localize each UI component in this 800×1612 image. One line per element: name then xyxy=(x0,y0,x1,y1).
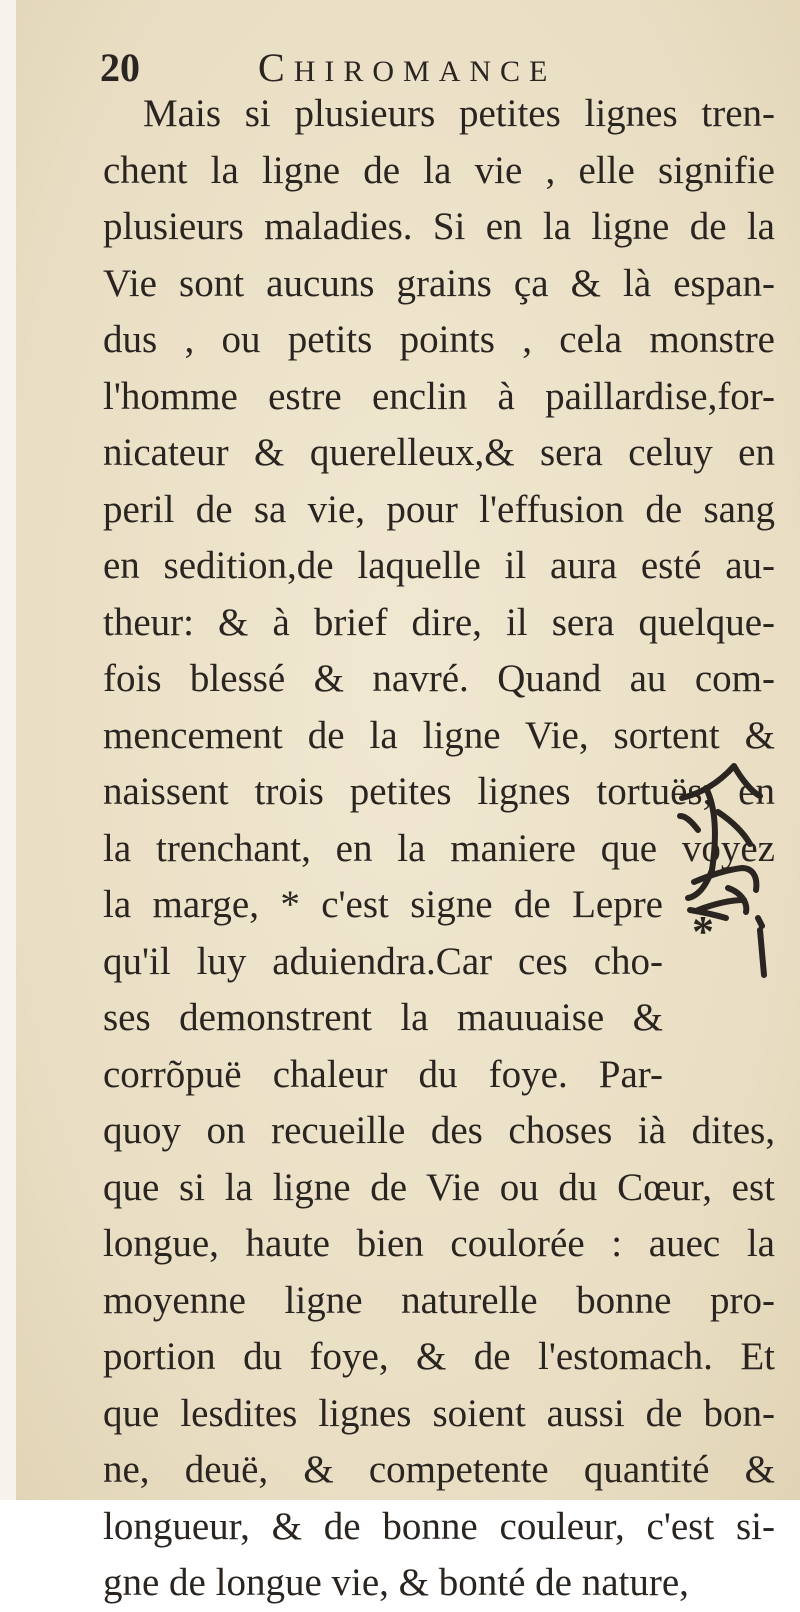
text-line: la trenchant, en la maniere que voyez xyxy=(103,826,775,870)
text-line: ne, deuë, & competente quantité & xyxy=(103,1448,775,1491)
running-head-rest: HIROMANCE xyxy=(293,55,557,88)
running-head xyxy=(258,44,556,91)
text-line: chent la ligne de la vie , elle signifie xyxy=(103,148,775,192)
text-line: longue, haute bien coulorée : auec la xyxy=(103,1222,775,1265)
text-line: naissent trois petites lignes tortuës, en xyxy=(103,770,775,813)
page-number: 20 xyxy=(100,45,140,90)
text-line: la marge, * c'est signe de Lepre xyxy=(103,883,663,926)
text-line: peril de sa vie, pour l'effusion de sang xyxy=(103,487,775,531)
text-line: quoy on recueille des choses ià dites, xyxy=(103,1109,775,1152)
text-line: nicateur & querelleux,& sera celuy en xyxy=(103,431,775,474)
text-line: theur: & à brief dire, il sera quelque- xyxy=(103,600,775,644)
text-line: ses demonstrent la mauuaise & xyxy=(103,996,663,1039)
running-head-initial: C xyxy=(258,45,294,90)
text-line: gne de longue vie, & bonté de nature, xyxy=(103,1561,689,1604)
page-edge xyxy=(0,0,16,1500)
text-line: Vie sont aucuns grains ça & là espan- xyxy=(103,261,775,305)
text-line: corrõpuë chaleur du foye. Par- xyxy=(103,1052,663,1096)
text-line: fois blessé & navré. Quand au com- xyxy=(103,657,775,700)
text-line: que lesdites lignes soient aussi de bon- xyxy=(103,1391,775,1435)
text-line: Mais si plusieurs petites lignes tren- xyxy=(143,92,775,135)
text-line: qu'il luy aduiendra.Car ces cho- xyxy=(103,939,663,983)
text-line: portion du foye, & de l'estomach. Et xyxy=(103,1335,775,1378)
asterisk-mark: * xyxy=(692,907,714,956)
text-line: moyenne ligne naturelle bonne pro- xyxy=(103,1278,775,1322)
text-line: dus , ou petits points , cela monstre xyxy=(103,318,775,361)
text-line: longueur, & de bonne couleur, c'est si- xyxy=(103,1504,775,1548)
text-line: que si la ligne de Vie ou du Cœur, est xyxy=(103,1165,775,1209)
text-line: mencement de la ligne Vie, sortent & xyxy=(103,713,775,757)
palm-lines-figure-icon xyxy=(668,760,778,1010)
text-line: l'homme estre enclin à paillardise,for- xyxy=(103,374,775,418)
text-line: en sedition,de laquelle il aura esté au- xyxy=(103,544,775,587)
text-line: plusieurs maladies. Si en la ligne de la xyxy=(103,205,775,248)
